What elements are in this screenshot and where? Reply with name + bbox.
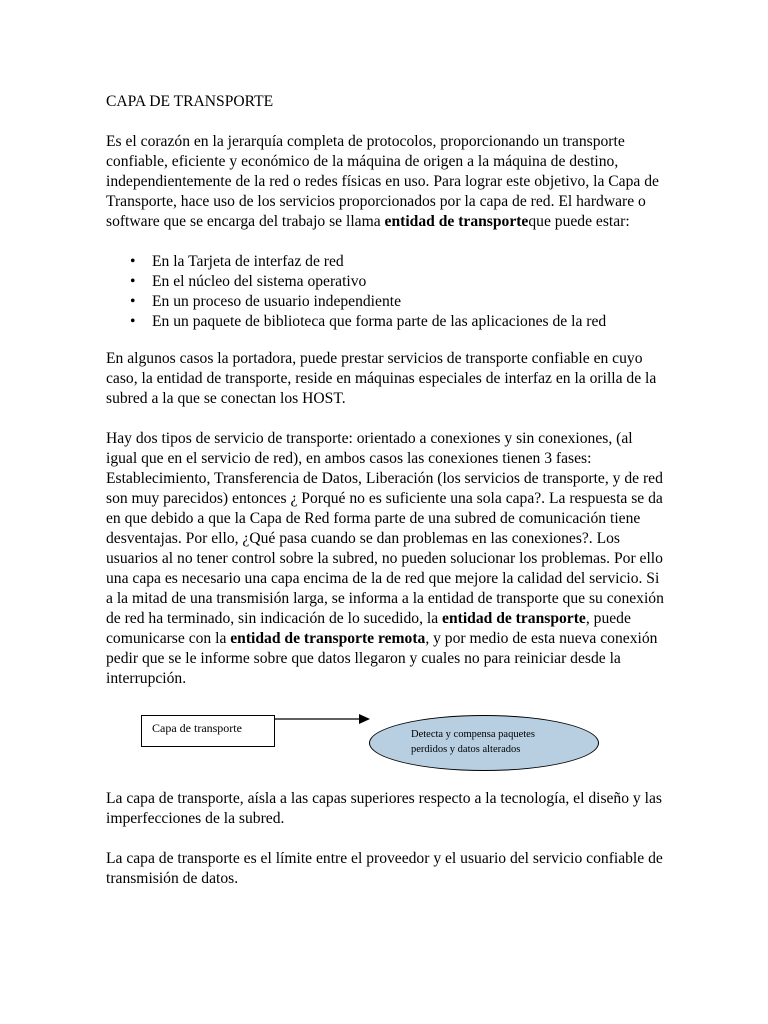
- bullet: •: [130, 313, 136, 330]
- paragraph-text: , puede comunicarse con la: [106, 610, 631, 647]
- page-title: CAPA DE TRANSPORTE: [106, 93, 274, 110]
- bullet: •: [130, 293, 136, 310]
- bold-term: entidad de transporte remota: [230, 630, 426, 647]
- paragraph-carrier: En algunos casos la portadora, puede prestar servicios de transporte confiable en cuyo caso, la entidad de transporte, reside en máquinas especiales de interfaz en la orilla de la subred a la que se conectan los HOST.: [106, 350, 657, 407]
- paragraph-text: , y por medio de esta nueva conexión pedir que se le informe sobre que datos llegaron y cuales no para reiniciar desde la interrupción.: [106, 630, 658, 687]
- intro-text: Es el corazón en la jerarquía completa de protocolos, proporcionando un transporte confiable, eficiente y económico de la máquina de origen a la máquina de destino, independientemente de la red o redes físicas en uso. Para lograr este objetivo, la Capa de Transporte, hace uso de los servicios proporcionados por la capa de red. El hardware o software que se encarga del trabajo se llama: [106, 133, 659, 230]
- paragraph-service-types: [106, 429, 666, 689]
- list-item: [130, 272, 666, 292]
- intro-bold-term: entidad de transporte: [384, 213, 529, 230]
- arrow-icon: [275, 713, 371, 733]
- bullet: •: [130, 253, 136, 270]
- intro-tail: que puede estar:: [528, 213, 630, 230]
- bold-term: entidad de transporte: [442, 610, 586, 627]
- transport-layer-box: Capa de transporte: [141, 715, 275, 747]
- intro-paragraph: [106, 132, 666, 232]
- bullet: •: [130, 273, 136, 290]
- paragraph-boundary: La capa de transporte es el límite entre el proveedor y el usuario del servicio confiable de transmisión de datos.: [106, 850, 663, 887]
- list-item-text: En el núcleo del sistema operativo: [152, 273, 367, 290]
- list-item-text: En un paquete de biblioteca que forma parte de las aplicaciones de la red: [152, 313, 607, 330]
- list-item: [130, 292, 666, 312]
- list-item: [130, 252, 666, 272]
- function-ellipse: [369, 715, 599, 771]
- paragraph-isolation: La capa de transporte, aísla a las capas superiores respecto a la tecnología, el diseño y las imperfecciones de la subred.: [106, 790, 662, 827]
- ellipse-label: Detecta y compensa paquetes perdidos y datos alterados: [411, 729, 535, 755]
- location-list: [106, 252, 666, 332]
- list-item: [130, 312, 666, 332]
- paragraph-text: Hay dos tipos de servicio de transporte: orientado a conexiones y sin conexiones, (al igual que en el servicio de red), en ambos casos las conexiones tienen 3 fases: Establecimiento, Transferencia de Datos, Liberación (los servicios de transporte, y de red son muy parecidos) entonces ¿ Porqué no es suficiente una sola capa?. La respuesta se da en que debido a que la Capa de Red forma parte de una subred de comunicación tiene desventajas. Por ello, ¿Qué pasa cuando se dan problemas en las conexiones?. Los usuarios al no tener control sobre la subred, no pueden solucionar los problemas. Por ello una capa es necesario una capa encima de la de red que mejore la calidad del servicio. Si a la mitad de una transmisión larga, se informa a la entidad de transporte que su conexión de red ha terminado, sin indicación de lo sucedido, la: [106, 430, 664, 627]
- list-item-text: En la Tarjeta de interfaz de red: [152, 253, 344, 270]
- transport-diagram: [106, 709, 666, 771]
- list-item-text: En un proceso de usuario independiente: [152, 293, 401, 310]
- document-page: [106, 92, 666, 909]
